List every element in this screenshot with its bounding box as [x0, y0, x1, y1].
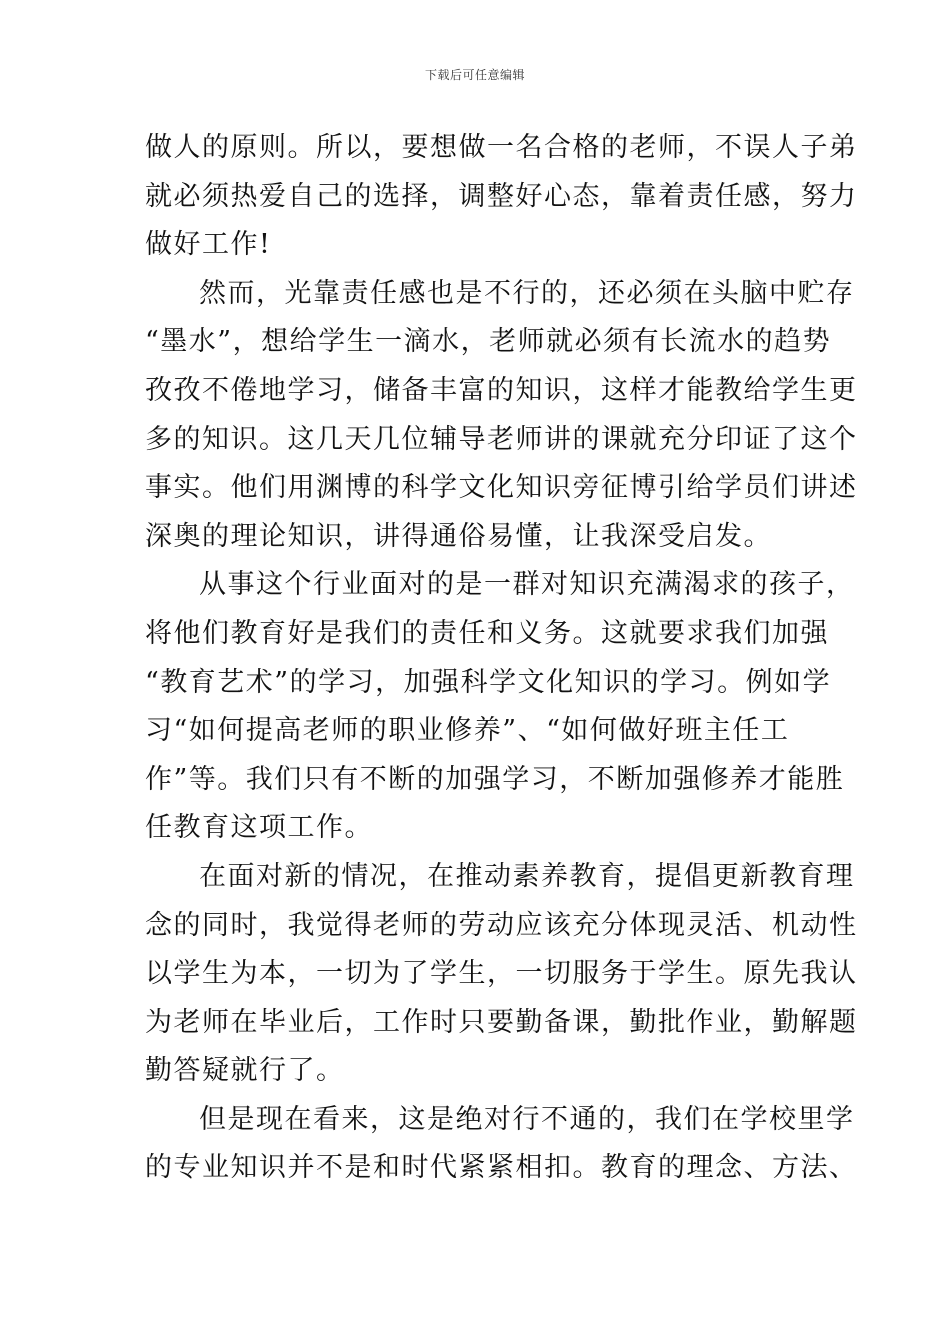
text-line: 作”等。我们只有不断的加强学习，不断加强修养才能胜: [145, 763, 845, 795]
text-line: 以学生为本，一切为了学生，一切服务于学生。原先我认: [145, 958, 858, 990]
text-line: 但是现在看来，这是绝对行不通的，我们在学校里学: [199, 1103, 855, 1135]
text-line: 多的知识。这几天几位辅导老师讲的课就充分印证了这个: [145, 423, 858, 455]
paragraph: [145, 270, 858, 562]
paragraph: [145, 561, 855, 853]
text-line: 就必须热爱自己的选择，调整好心态，靠着责任感，努力: [145, 180, 858, 212]
text-line: 孜孜不倦地学习，储备丰富的知识，这样才能教给学生更: [145, 374, 858, 406]
text-line: 任教育这项工作。: [145, 812, 373, 844]
text-line: 习“如何提高老师的职业修养”、“如何做好班主任工: [145, 715, 790, 747]
document-body: [145, 124, 858, 1193]
text-line: 深奥的理论知识，讲得通俗易懂，让我深受启发。: [145, 520, 772, 552]
text-line: 从事这个行业面对的是一群对知识充满渴求的孩子，: [199, 569, 855, 601]
paragraph: [145, 853, 858, 1096]
text-line: 的专业知识并不是和时代紧紧相扣。教育的理念、方法、: [145, 1152, 858, 1184]
text-line: 勤答疑就行了。: [145, 1055, 345, 1087]
text-line: 做好工作!: [145, 229, 272, 261]
text-line: 念的同时，我觉得老师的劳动应该充分体现灵活、机动性: [145, 909, 858, 941]
text-line: 事实。他们用渊博的科学文化知识旁征博引给学员们讲述: [145, 472, 858, 504]
text-line: 然而，光靠责任感也是不行的，还必须在头脑中贮存: [199, 277, 855, 309]
text-line: 将他们教育好是我们的责任和义务。这就要求我们加强: [145, 617, 829, 649]
text-line: 做人的原则。所以，要想做一名合格的老师，不误人子弟: [145, 132, 858, 163]
text-line: “墨水”，想给学生一滴水，老师就必须有长流水的趋势: [145, 326, 832, 358]
paragraph: [145, 1096, 858, 1193]
paragraph: [145, 124, 858, 270]
page-header: 下载后可任意编辑: [424, 68, 525, 82]
text-line: 为老师在毕业后，工作时只要勤备课，勤批作业，勤解题: [145, 1006, 858, 1038]
text-line: 在面对新的情况，在推动素养教育，提倡更新教育理: [199, 860, 855, 892]
text-line: “教育艺术”的学习，加强科学文化知识的学习。例如学: [145, 666, 832, 698]
